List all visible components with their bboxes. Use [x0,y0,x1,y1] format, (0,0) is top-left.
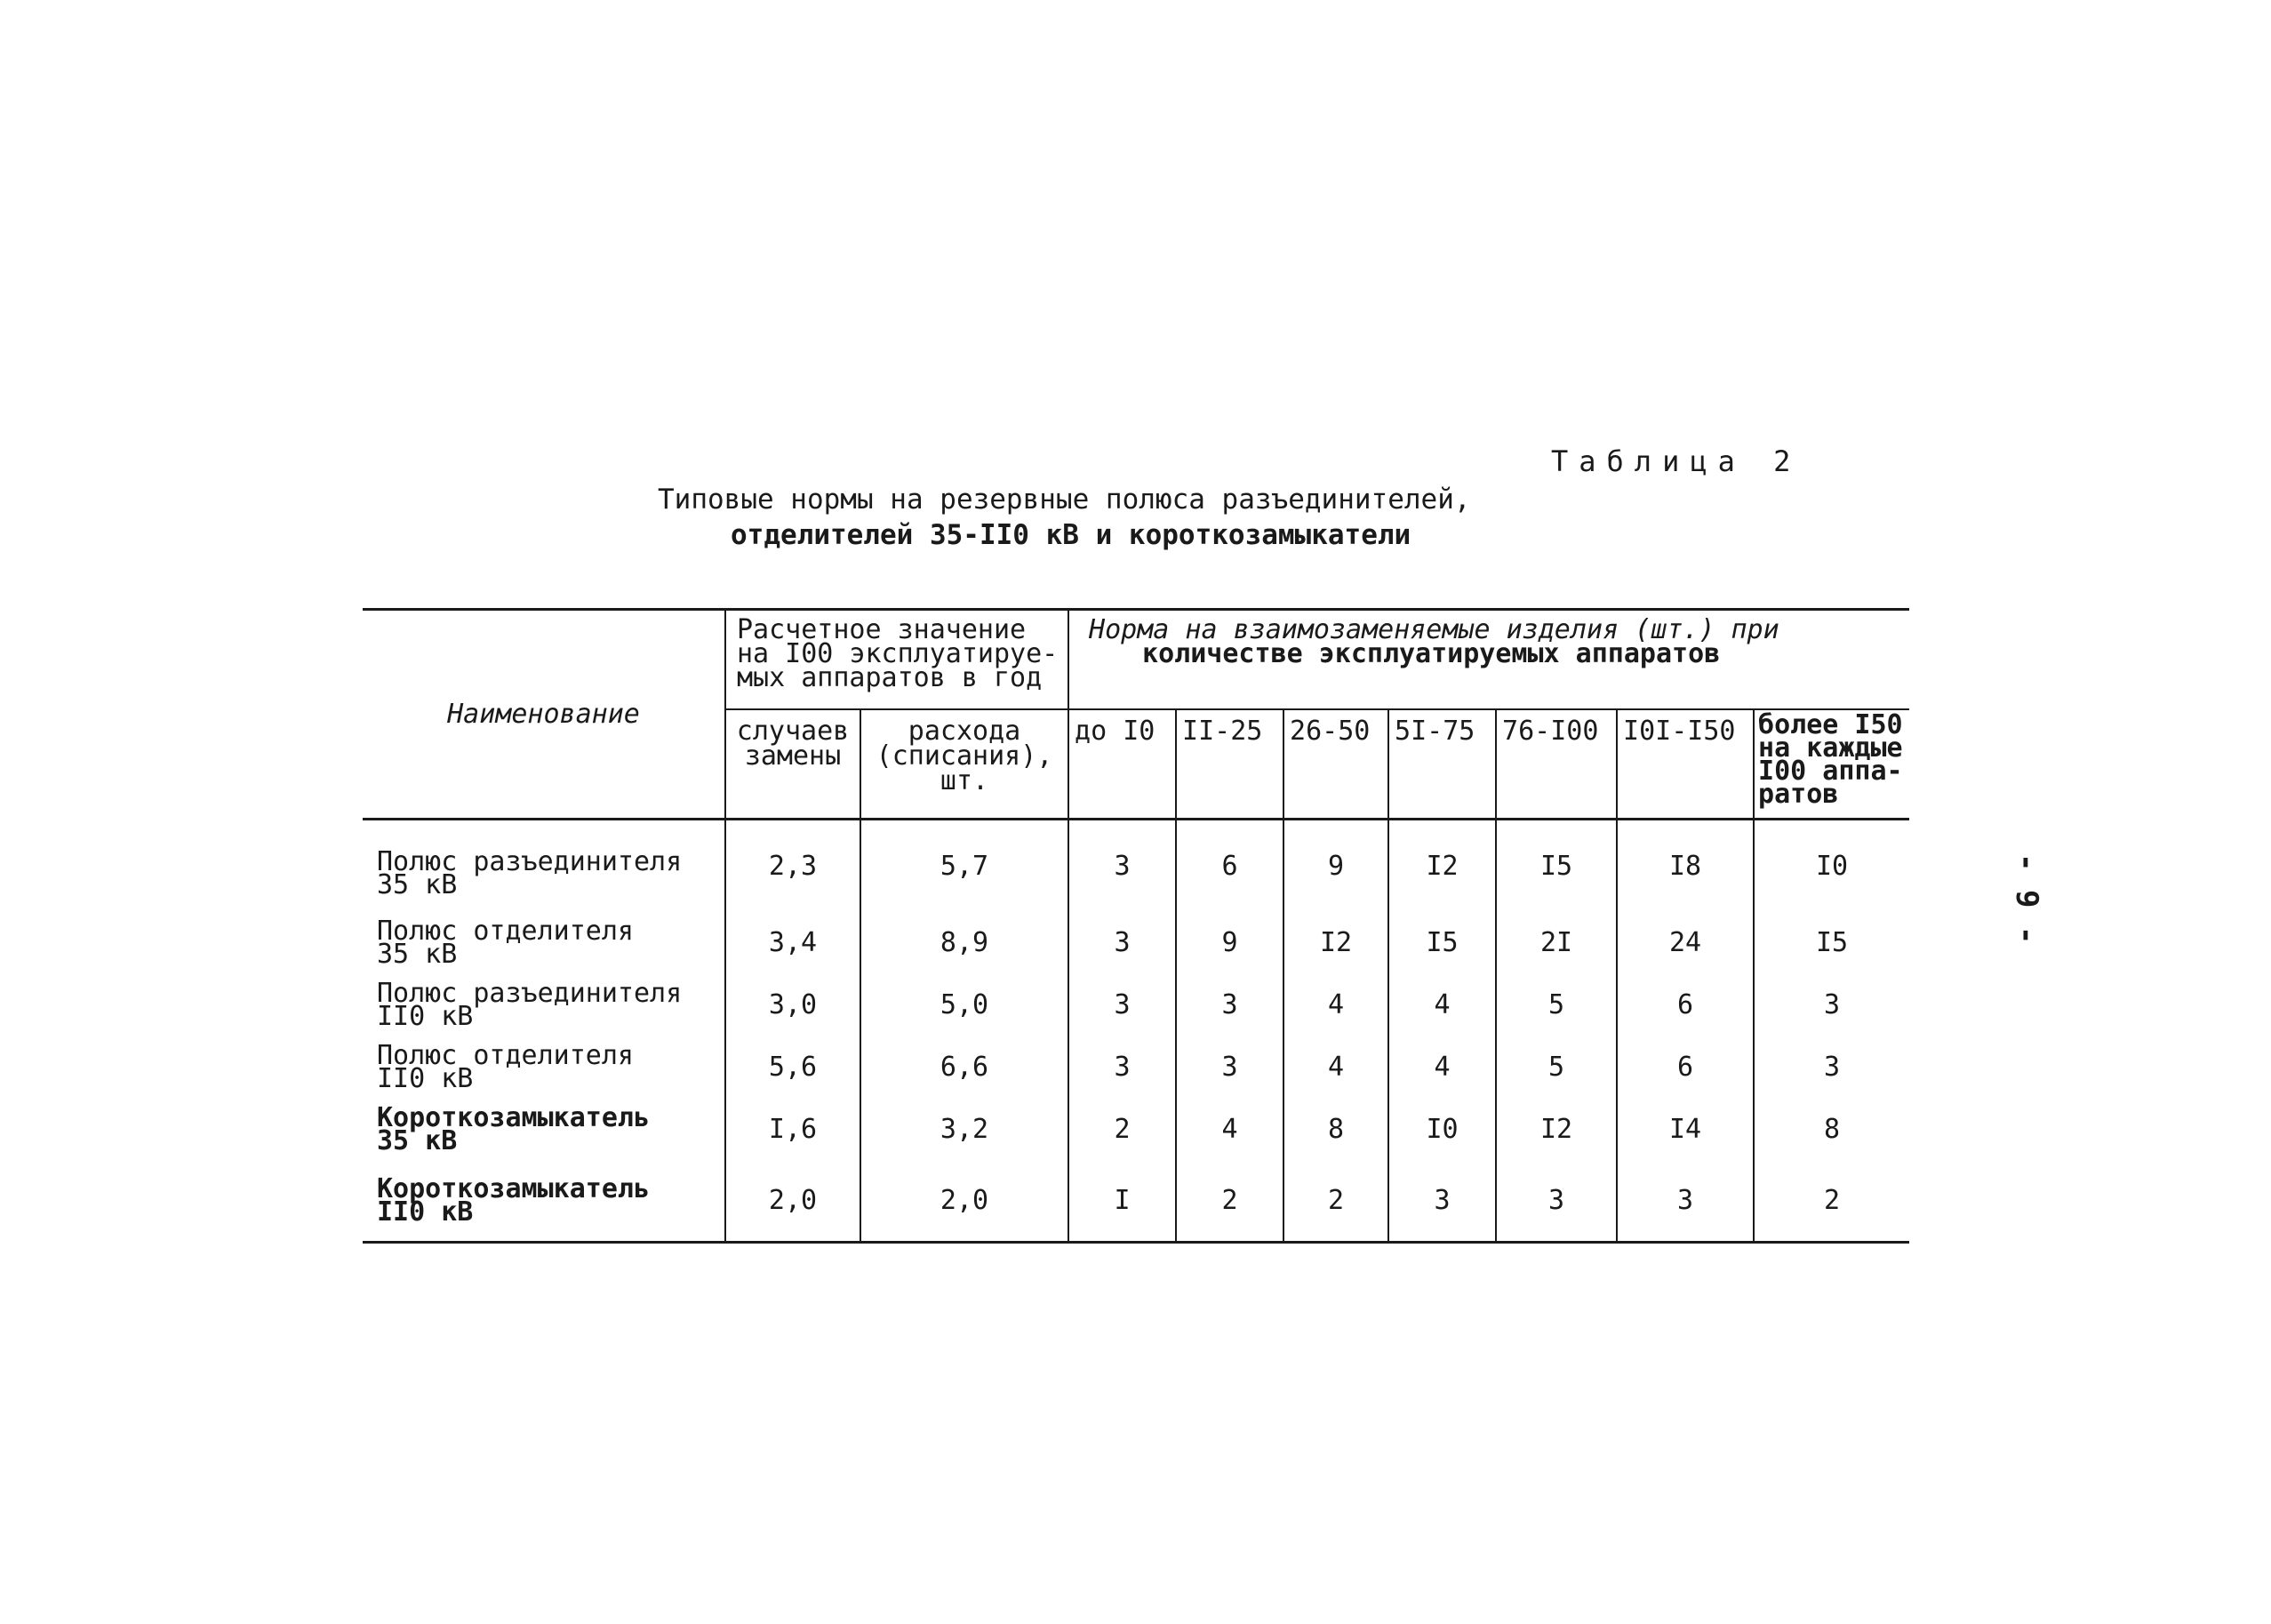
cell-n25: 9 [1176,912,1283,974]
row-name-line: 35 кВ [377,938,458,970]
cell-n75: 4 [1388,1036,1496,1099]
table-title-line1: Типовые нормы на резервные полюса разъединителей, [658,484,1471,516]
cell-consumption: 5,7 [860,820,1068,912]
table-label: Таблица 2 [1551,444,1802,478]
cell-n75: 3 [1388,1161,1496,1243]
cell-n50: 4 [1283,1036,1388,1099]
cell-n150: 6 [1617,1036,1754,1099]
cell-n25: 3 [1176,1036,1283,1099]
row-name [363,1099,725,1161]
calc-line: на I00 эксплуатируе- [737,638,1059,669]
cell-cases: I,6 [725,1099,860,1161]
cell-consumption: 2,0 [860,1161,1068,1243]
cell-n100: 5 [1496,974,1617,1036]
row-name-line: Полюс разъединителя [377,977,683,1009]
cell-n10: 2 [1068,1099,1176,1161]
sub-line: ратов [1758,778,1839,810]
cell-n75: I0 [1388,1099,1496,1161]
cell-over150: I5 [1754,912,1909,974]
spare-parts-norms-table [363,608,1909,1244]
table-title-line2: отделителей 35-II0 кВ и короткозамыкатели [731,519,1411,551]
row-name [363,820,725,912]
calc-line: мых аппаратов в год [737,662,1043,693]
row-name-line: Полюс разъединителя [377,846,683,878]
cell-n50: 9 [1283,820,1388,912]
sub-line: (списания), [876,740,1053,772]
sub-line: расхода [908,715,1021,747]
calc-line: Расчетное значение [737,614,1027,645]
table-row [363,912,1909,974]
table-row [363,1036,1909,1099]
row-name [363,1161,725,1243]
cell-over150: I0 [1754,820,1909,912]
cell-n25: 4 [1176,1099,1283,1161]
cell-n10: 3 [1068,974,1176,1036]
row-name-line: Короткозамыкатель [377,1101,651,1133]
norm-line: Норма на взаимозаменяемые изделия (шт.) при [1089,614,1779,645]
row-name-line: 35 кВ [377,869,458,901]
cell-n75: 4 [1388,974,1496,1036]
cell-n25: 2 [1176,1161,1283,1243]
sub-line: замены [744,740,842,772]
cell-consumption: 3,2 [860,1099,1068,1161]
row-name-line: II0 кВ [377,1000,474,1032]
cell-over150: 8 [1754,1099,1909,1161]
header-name: Наименование [363,610,725,820]
cell-n100: I2 [1496,1099,1617,1161]
cell-n150: 24 [1617,912,1754,974]
cell-consumption: 6,6 [860,1036,1068,1099]
cell-n100: I5 [1496,820,1617,912]
cell-n10: I [1068,1161,1176,1243]
cell-cases: 3,0 [725,974,860,1036]
cell-n100: 2I [1496,912,1617,974]
table-row [363,820,1909,912]
row-name-line: Полюс отделителя [377,1039,634,1071]
cell-cases: 2,3 [725,820,860,912]
cell-n150: 6 [1617,974,1754,1036]
table-row [363,1099,1909,1161]
header-11-25: II-25 [1176,709,1283,820]
cell-over150: 2 [1754,1161,1909,1243]
header-calc-group [725,610,1068,709]
header-51-75: 5I-75 [1388,709,1496,820]
header-norm-group [1068,610,1909,709]
cell-consumption: 8,9 [860,912,1068,974]
cell-n25: 6 [1176,820,1283,912]
table-row [363,1161,1909,1243]
cell-n150: I8 [1617,820,1754,912]
page-number: - 9 - [2009,853,2044,945]
cell-n10: 3 [1068,820,1176,912]
sub-line: на каждые [1758,732,1903,764]
row-name-line: Полюс отделителя [377,915,634,947]
cell-n75: I5 [1388,912,1496,974]
row-name-line: II0 кВ [377,1062,474,1094]
cell-n150: I4 [1617,1099,1754,1161]
cell-over150: 3 [1754,1036,1909,1099]
header-consumption [860,709,1068,820]
header-replacement-cases [725,709,860,820]
sub-line: I00 аппа- [1758,755,1903,787]
cell-n50: 4 [1283,974,1388,1036]
row-name [363,912,725,974]
cell-n50: I2 [1283,912,1388,974]
cell-n25: 3 [1176,974,1283,1036]
sub-line: более I50 [1758,708,1903,740]
cell-n150: 3 [1617,1161,1754,1243]
row-name-line: II0 кВ [377,1196,474,1228]
header-up-to-10: до I0 [1068,709,1176,820]
header-row-group [363,610,1909,709]
header-101-150: I0I-I50 [1617,709,1754,820]
cell-over150: 3 [1754,974,1909,1036]
row-name [363,974,725,1036]
sub-line: случаев [736,715,850,747]
norm-line: количестве эксплуатируемых аппаратов [1142,638,1721,669]
cell-n75: I2 [1388,820,1496,912]
row-name-line: Короткозамыкатель [377,1172,651,1204]
row-name [363,1036,725,1099]
table-row [363,974,1909,1036]
row-name-line: 35 кВ [377,1124,458,1156]
cell-n50: 2 [1283,1161,1388,1243]
cell-cases: 5,6 [725,1036,860,1099]
cell-cases: 3,4 [725,912,860,974]
header-26-50: 26-50 [1283,709,1388,820]
header-over-150 [1754,709,1909,820]
cell-n100: 3 [1496,1161,1617,1243]
sub-line: шт. [940,764,989,796]
cell-cases: 2,0 [725,1161,860,1243]
cell-consumption: 5,0 [860,974,1068,1036]
cell-n10: 3 [1068,912,1176,974]
header-76-100: 76-I00 [1496,709,1617,820]
cell-n100: 5 [1496,1036,1617,1099]
cell-n10: 3 [1068,1036,1176,1099]
cell-n50: 8 [1283,1099,1388,1161]
